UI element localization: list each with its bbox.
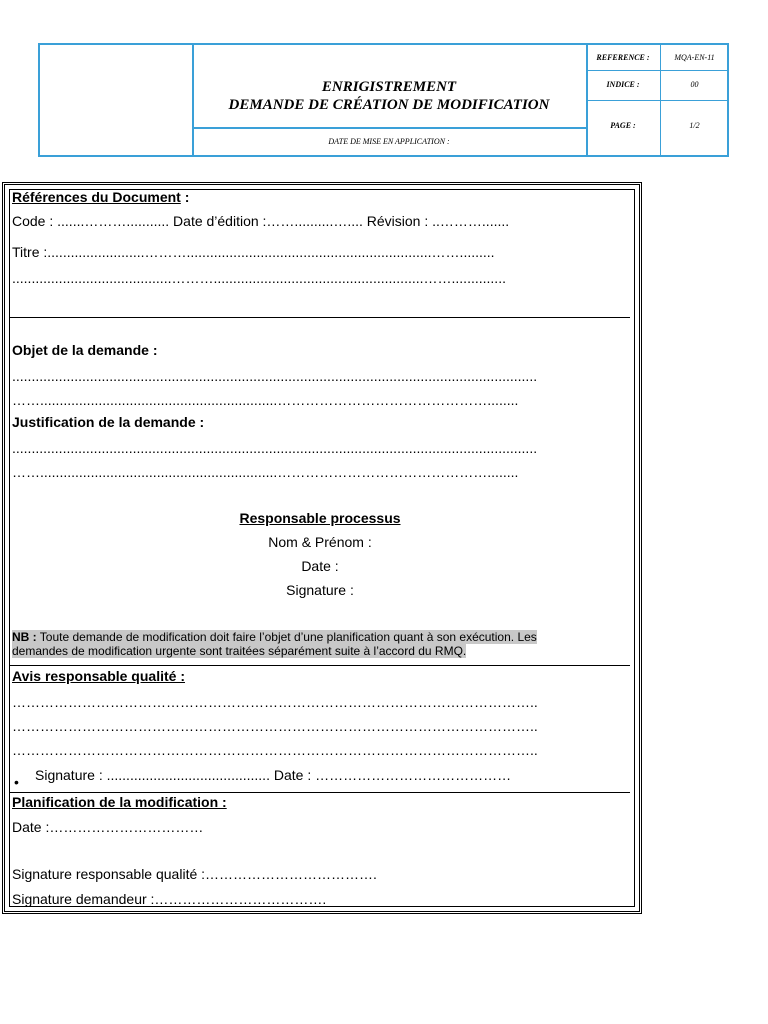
nb-text1: Toute demande de modification doit faire l’objet d’une planification quant à son exécution. Les [36, 630, 537, 644]
header-separator [192, 127, 586, 129]
date-application-label: DATE DE MISE EN APPLICATION : [328, 137, 450, 146]
refs-heading: Références du Document [12, 189, 181, 205]
resp-nom[interactable]: Nom & Prénom : [268, 534, 372, 550]
nb-label: NB : [12, 630, 37, 644]
objet-line2[interactable]: …….............................................................………………………………………........ [12, 392, 519, 408]
header-meta-table [586, 45, 729, 155]
meta-row-reference [586, 45, 729, 71]
justif-line2[interactable]: …….............................................................………………………………………........ [12, 464, 519, 480]
avis-line2[interactable]: ………………………………………………………………………………………………….. [12, 718, 538, 734]
sig-demandeur[interactable]: Signature demandeur :………………………………. [12, 891, 327, 907]
section-divider [10, 665, 630, 666]
justif-heading: Justification de la demande : [12, 414, 205, 430]
planif-date[interactable]: Date :…………………………… [12, 819, 204, 835]
meta-value: MQA-EN-11 [674, 53, 715, 62]
justif-line1[interactable]: ....................................................................................................................................... [12, 440, 538, 456]
objet-line1[interactable]: ....................................................................................................................................... [12, 368, 538, 384]
bullet-icon: • [14, 774, 19, 790]
signature-date-line[interactable]: Signature : .......................................... Date : …………………………………… [35, 767, 512, 783]
refs-heading-wrap [12, 189, 189, 205]
document-header [38, 43, 729, 157]
meta-key: PAGE : [610, 121, 636, 130]
header-title-line2: DEMANDE DE CRÉATION DE MODIFICATION [228, 97, 550, 113]
meta-row-page [586, 101, 729, 155]
meta-row-indice [586, 71, 729, 101]
code-line[interactable]: Code : .......………........... Date d’édition :……..........….... Révision : ..………....... [12, 213, 510, 229]
avis-line3[interactable]: ………………………………………………………………………………………………….. [12, 742, 538, 758]
resp-heading: Responsable processus [239, 510, 401, 526]
resp-date[interactable]: Date : [301, 558, 339, 574]
meta-value: 1/2 [689, 121, 700, 130]
avis-line1[interactable]: ………………………………………………………………………………………………….. [12, 694, 538, 710]
header-title-area [192, 45, 588, 155]
refs-colon: : [180, 189, 190, 205]
planif-heading: Planification de la modification : [12, 794, 227, 810]
logo-area [40, 45, 194, 155]
section-divider [10, 317, 630, 318]
nb-text2: demandes de modification urgente sont traitées séparément suite à l’accord du RMQ. [12, 644, 467, 658]
sig-qualite[interactable]: Signature responsable qualité :………………………………. [12, 866, 377, 882]
avis-heading: Avis responsable qualité : [12, 668, 185, 684]
objet-heading: Objet de la demande : [12, 342, 158, 358]
meta-value: 00 [690, 80, 699, 89]
meta-key: REFERENCE : [596, 53, 650, 62]
nb-note [12, 630, 630, 658]
titre-line2[interactable]: .........................................………......................................................…….............. [12, 270, 506, 286]
section-divider [10, 792, 630, 793]
resp-signature[interactable]: Signature : [286, 582, 354, 598]
titre-line1[interactable]: Titre :.........................………...............................................................……......... [12, 244, 495, 260]
header-title-line1: ENRIGISTREMENT [321, 79, 457, 95]
meta-key: INDICE : [606, 80, 640, 89]
